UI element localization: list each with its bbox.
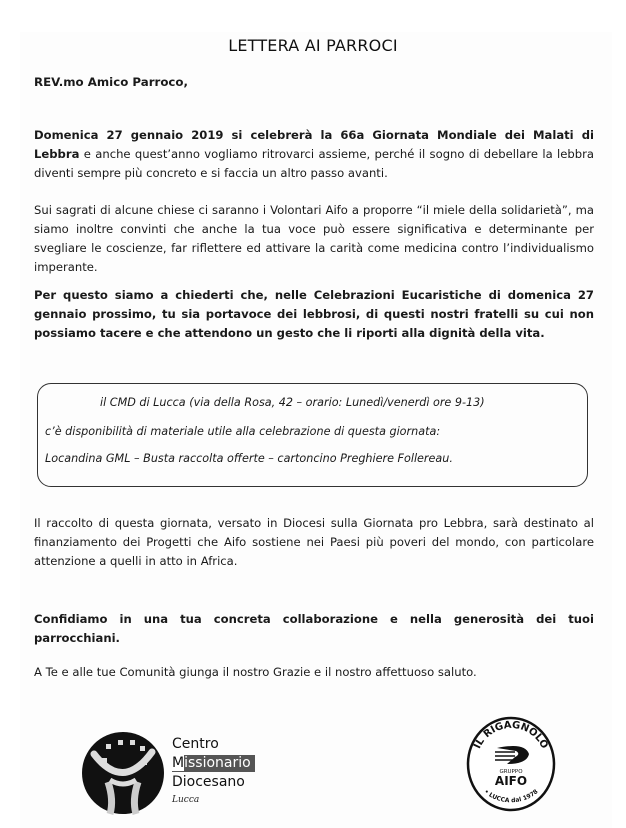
paragraph-collection: Il raccolto di questa giornata, versato in Diocesi sulla Giornata pro Lebbra, sarà destinato al finanziamento dei Progetti che Aifo sostiene nei Paesi più poveri del mondo, con particolare attenzione a quelli in atto in Africa.: [34, 516, 594, 568]
cmd-lucca-logo: [80, 730, 280, 816]
cmd-city: Lucca: [172, 795, 200, 805]
aifo-badge-icon: [465, 712, 557, 812]
cmd-cap-m: M: [172, 755, 185, 771]
paragraph-announcement: [34, 126, 594, 183]
aifo-bottom-text: • LUCCA dal 1978: [482, 788, 540, 805]
paragraph-volunteers: Sui sagrati di alcune chiese ci saranno i Volontari Aifo a proporre “il miele della solidarietà”, ma siamo inoltre convinti che anche la tua voce può essere significativa e determinante per svegliare le coscienze, far riflettere ed attivare la carità come medicina contro l’individualismo imperante.: [34, 203, 594, 274]
announcement-bold: Domenica 27 gennaio 2019 si celebrerà la 66a Giornata Mondiale dei Malati di Lebbra: [34, 128, 594, 161]
aifo-ring-text: IL RIGAGNOLO: [472, 719, 550, 751]
info-box-materials: Locandina GML – Busta raccolta offerte – cartoncino Preghiere Follereau.: [45, 452, 453, 465]
announcement-text: e anche quest’anno vogliamo ritrovarci assieme, perché il sogno di debellare la lebbra diventi sempre più concreto e si faccia un altro passo avanti.: [34, 147, 594, 180]
info-box-address: il CMD di Lucca (via della Rosa, 42 – orario: Lunedì/venerdì ore 9-13): [100, 396, 485, 409]
aifo-brand: AIFO: [494, 774, 528, 788]
paragraph-request: Per questo siamo a chiederti che, nelle Celebrazioni Eucaristiche di domenica 27 gennaio prossimo, tu sia portavoce dei lebbrosi, di questi nostri fratelli su cui non possiamo tacere e che attendono un gesto che li riporti alla dignità della vita.: [34, 288, 594, 340]
salutation: REV.mo Amico Parroco,: [34, 75, 189, 89]
info-box-availability: c’è disponibilità di materiale utile alla celebrazione di questa giornata:: [45, 425, 441, 438]
cmd-cap-d: D: [172, 774, 183, 790]
aifo-rigagnolo-logo: [465, 712, 557, 812]
paragraph-greeting: A Te e alle tue Comunità giunga il nostro Grazie e il nostro affettuoso saluto.: [34, 665, 477, 679]
cmd-cap-c: C: [172, 736, 182, 752]
info-box: [37, 383, 588, 487]
aifo-group-label: GRUPPO: [499, 769, 523, 775]
cmd-rest-centro: entro: [181, 736, 219, 752]
cmd-line-missionario: [172, 755, 255, 772]
cmd-line-centro: [172, 736, 219, 753]
cmd-line-diocesano: [172, 774, 245, 791]
cmd-rest-missionario: issionario: [184, 755, 251, 771]
globe-people-icon: [80, 730, 166, 816]
letter-title: LETTERA AI PARROCI: [228, 36, 398, 55]
cmd-rest-diocesano: iocesano: [182, 774, 245, 790]
paragraph-trust: Confidiamo in una tua concreta collaborazione e nella generosità dei tuoi parrocchiani.: [34, 612, 594, 645]
